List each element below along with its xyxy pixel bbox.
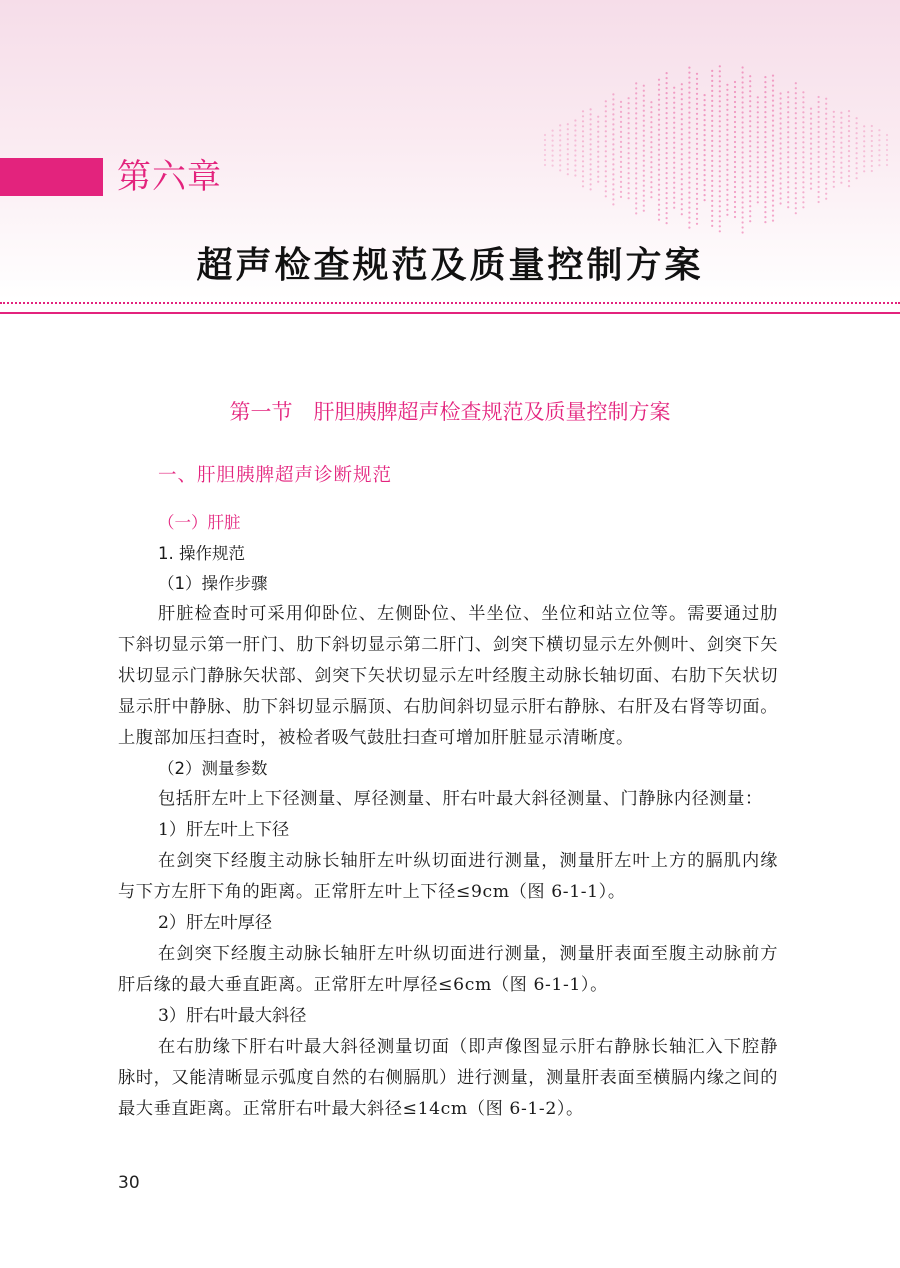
heading-steps: （1）操作步骤 xyxy=(158,574,268,593)
heading-params: （2）测量参数 xyxy=(158,759,268,778)
item-3-title: 3）肝右叶最大斜径 xyxy=(158,1006,307,1026)
heading-level-2: （一）肝脏 xyxy=(158,513,241,532)
item-3-text: 在右肋缘下肝右叶最大斜径测量切面（即声像图显示肝右静脉长轴汇入下腔静脉时，又能清晰显示弧度自然的右侧膈肌）进行测量，测量肝表面至横膈内缘之间的最大垂直距离。正常肝右叶最大斜径≤14cm（图 6-1-2）。 xyxy=(118,1037,778,1119)
item-2-title: 2）肝左叶厚径 xyxy=(158,913,273,933)
paragraph-steps: 肝脏检查时可采用仰卧位、左侧卧位、半坐位、坐位和站立位等。需要通过肋下斜切显示第一肝门、肋下斜切显示第二肝门、剑突下横切显示左外侧叶、剑突下矢状切显示门静脉矢状部、剑突下矢状切显示左叶经腹主动脉长轴切面、右肋下矢状切显示肝中静脉、肋下斜切显示膈顶、右肋间斜切显示肝右静脉、右肝及右肾等切面。上腹部加压扫查时，被检者吸气鼓肚扫查可增加肝脏显示清晰度。 xyxy=(118,604,778,748)
paragraph-params: 包括肝左叶上下径测量、厚径测量、肝右叶最大斜径测量、门静脉内径测量： xyxy=(158,789,763,809)
chapter-title: 超声检查规范及质量控制方案 xyxy=(196,244,704,286)
heading-operation: 1. 操作规范 xyxy=(158,544,245,563)
heading-level-1: 一、肝胆胰脾超声诊断规范 xyxy=(158,465,393,486)
header-solid-rule xyxy=(0,312,900,314)
item-1-text: 在剑突下经腹主动脉长轴肝左叶纵切面进行测量，测量肝左叶上方的膈肌内缘与下方左肝下角的距离。正常肝左叶上下径≤9cm（图 6-1-1）。 xyxy=(118,851,778,902)
item-1-title: 1）肝左叶上下径 xyxy=(158,820,290,840)
page-number: 30 xyxy=(118,1173,140,1193)
section-title: 第一节 肝胆胰脾超声检查规范及质量控制方案 xyxy=(229,400,671,424)
chapter-label: 第六章 xyxy=(117,157,222,197)
chapter-accent-bar xyxy=(0,158,103,196)
body-text xyxy=(118,456,778,1125)
header-dotted-rule xyxy=(0,302,900,304)
item-2-text: 在剑突下经腹主动脉长轴肝左叶纵切面进行测量，测量肝表面至腹主动脉前方肝后缘的最大垂直距离。正常肝左叶厚径≤6cm（图 6-1-1）。 xyxy=(118,944,778,995)
